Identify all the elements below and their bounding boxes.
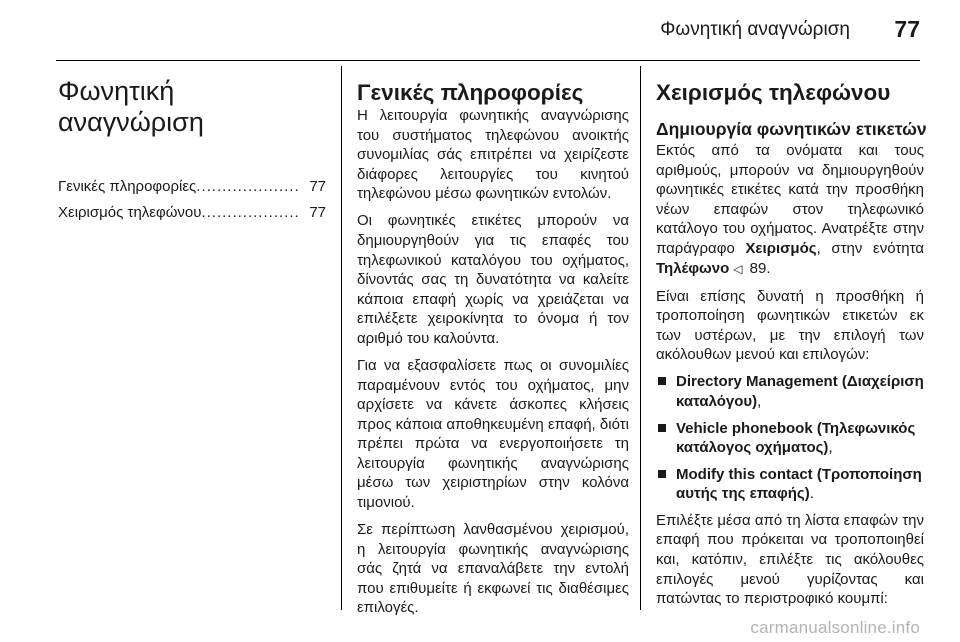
column-divider-left: [341, 66, 342, 610]
toc-dots: ....................: [196, 178, 300, 195]
running-header-title: Φωνητική αναγνώριση: [660, 19, 850, 40]
toc-entry-phone-operation[interactable]: [58, 200, 326, 226]
toc-label: Γενικές πληροφορίες: [58, 178, 197, 195]
list-item: [656, 465, 924, 504]
subsection-title-voice-tags: Δημιουργία φωνητικών ετικετών: [656, 119, 927, 139]
watermark: carmanualsonline.info: [750, 618, 920, 637]
menu-option: Modify this contact (Τροποποίηση αυτής της επαφής): [676, 465, 922, 503]
menu-options-list: [656, 372, 924, 504]
page-reference: 89.: [745, 259, 771, 277]
text-run: Εκτός από τα ονόματα και τους αριθμούς, μπορούν να δημιουργηθούν φωνητικές ετικέτες κατά την προσθήκη νέων επαφών στον τηλεφωνικό κατάλογο του οχήματος. Ανατρέξτε στην παράγραφο: [656, 142, 924, 257]
list-punctuation: .: [809, 485, 814, 503]
toc-dots: ...................: [201, 204, 300, 221]
paragraph: Οι φωνητικές ετικέτες μπορούν να δημιουργηθούν για τις επαφές του τηλεφωνικού καταλόγου του οχήματος, δίνοντάς σας τη δυνατότητα να καλείτε κάποια επαφή χωρίς να χρειάζεται να επιλέξετε χειροκίνητα το όνομα ή τον αριθμό του καλούντα.: [357, 212, 629, 347]
list-punctuation: ,: [757, 392, 762, 410]
header-rule: [56, 60, 920, 61]
page-reference-icon: ◁: [733, 261, 743, 276]
column-divider-right: [640, 66, 641, 610]
toc-page: 77: [309, 178, 326, 195]
paragraph: Για να εξασφαλίσετε πως οι συνομιλίες παραμένουν εντός του οχήματος, μην αρχίσετε να κάνετε άσκοπες κλήσεις προς κάποια αποθηκευμένη επαφή, διότι πρέπει πρώτα να ενεργοποιήσετε τη λειτουργία φωνητικής αναγνώρισης μέσω των χειριστηρίων στην κολόνα τιμονιού.: [357, 356, 629, 512]
toc-label: Χειρισμός τηλεφώνου: [58, 204, 202, 221]
toc-entry-general-info[interactable]: [58, 174, 326, 200]
toc-page: 77: [309, 204, 326, 221]
paragraph: Σε περίπτωση λανθασμένου χειρισμού, η λειτουργία φωνητικής αναγνώρισης σάς ζητά να επαναλάβετε την εντολή που επιθυμείτε ή εκφωνεί τις διαθέσιμες επιλογές.: [357, 521, 629, 617]
paragraph: Επιλέξτε μέσα από τη λίστα επαφών την επαφή που πρόκειται να τροποποιηθεί και, κατόπιν, επιλέξτε τις ακόλουθες επιλογές μενού γυρίζοντας και πατώντας το περιστροφικό κουμπί:: [656, 511, 924, 608]
chapter-title: [58, 76, 326, 138]
cross-ref-telephone: Τηλέφωνο: [656, 259, 730, 277]
bullet-icon: [658, 424, 666, 432]
cross-ref-operation: Χειρισμός: [745, 239, 817, 257]
menu-option: Directory Management (Διαχείριση καταλόγου): [676, 373, 924, 410]
middle-column: [357, 68, 629, 625]
bullet-icon: [658, 377, 666, 385]
section-title-phone-operation: Χειρισμός τηλεφώνου: [656, 80, 891, 105]
menu-option: Vehicle phonebook (Τηλεφωνικός κατάλογος οχήματος): [676, 419, 916, 457]
list-punctuation: ,: [828, 439, 833, 457]
paragraph: [656, 141, 924, 279]
page-number: 77: [894, 16, 920, 42]
text-run: , στην ενότητα: [816, 239, 924, 257]
left-column: [58, 68, 326, 226]
chapter-title-line2: αναγνώριση: [58, 107, 204, 137]
list-item: [656, 372, 924, 411]
section-title-general-info: Γενικές πληροφορίες: [357, 80, 584, 105]
right-column: [656, 68, 927, 616]
list-item: [656, 419, 924, 458]
chapter-title-line1: Φωνητική: [58, 76, 175, 106]
paragraph: Είναι επίσης δυνατή η προσθήκη ή τροποποίηση φωνητικών ετικετών εκ των υστέρων, με την επιλογή των ακόλουθων μενού και επιλογών:: [656, 287, 924, 364]
bullet-icon: [658, 470, 666, 478]
paragraph: Η λειτουργία φωνητικής αναγνώρισης του συστήματος τηλεφώνου ανοικτής συνομιλίας σάς επιτρέπει να χειρίζεστε διάφορες λειτουργίες του κινητού τηλεφώνου μέσω φωνητικών εντολών.: [357, 107, 629, 203]
